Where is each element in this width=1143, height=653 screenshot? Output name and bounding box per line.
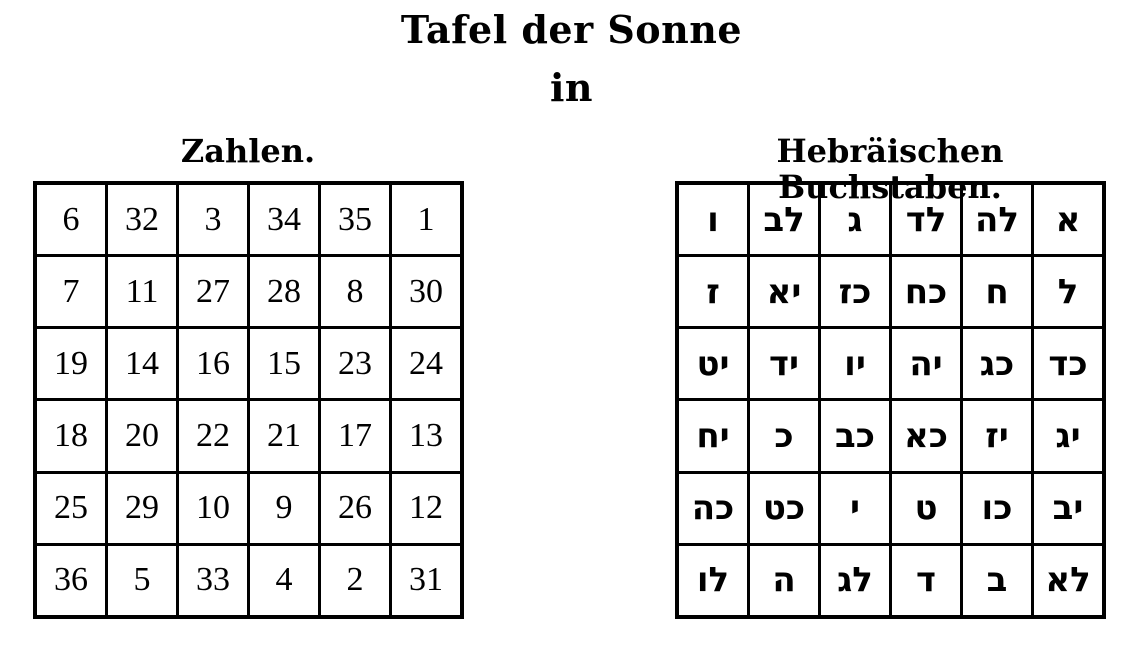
table-cell: 18	[35, 400, 107, 472]
table-cell: 3	[178, 183, 249, 256]
table-cell: 5	[107, 544, 178, 617]
table-cell: 23	[320, 328, 391, 400]
table-cell: 15	[249, 328, 320, 400]
table-cell: ב	[962, 544, 1033, 617]
table-cell: כב	[820, 400, 891, 472]
table-row	[35, 472, 462, 544]
table-row	[35, 256, 462, 328]
table-cell: 36	[35, 544, 107, 617]
table-row	[35, 400, 462, 472]
table-cell: לב	[749, 183, 820, 256]
table-cell: ד	[891, 544, 962, 617]
table-cell: 16	[178, 328, 249, 400]
table-cell: 20	[107, 400, 178, 472]
table-cell: 2	[320, 544, 391, 617]
table-cell: 19	[35, 328, 107, 400]
table-cell: יב	[1033, 472, 1105, 544]
table-cell: יא	[749, 256, 820, 328]
table-cell: לא	[1033, 544, 1105, 617]
table-cell: יו	[820, 328, 891, 400]
table-cell: ז	[677, 256, 749, 328]
table-row	[677, 328, 1104, 400]
table-row	[677, 544, 1104, 617]
table-cell: 21	[249, 400, 320, 472]
table-cell: 35	[320, 183, 391, 256]
table-cell: יח	[677, 400, 749, 472]
table-cell: יג	[1033, 400, 1105, 472]
table-row	[35, 183, 462, 256]
table-cell: כט	[749, 472, 820, 544]
table-row	[677, 256, 1104, 328]
table-cell: 27	[178, 256, 249, 328]
table-cell: 10	[178, 472, 249, 544]
table-cell: כו	[962, 472, 1033, 544]
table-cell: 29	[107, 472, 178, 544]
table-cell: 9	[249, 472, 320, 544]
hebrew-heading: Hebräischen Buchstaben.	[776, 132, 1004, 206]
table-cell: ג	[820, 183, 891, 256]
numbers-magic-square	[33, 181, 464, 619]
table-cell: 32	[107, 183, 178, 256]
table-cell: כ	[749, 400, 820, 472]
table-cell: ט	[891, 472, 962, 544]
table-cell: ל	[1033, 256, 1105, 328]
table-cell: ה	[749, 544, 820, 617]
table-cell: יה	[891, 328, 962, 400]
table-cell: י	[820, 472, 891, 544]
table-cell: 26	[320, 472, 391, 544]
table-cell: 17	[320, 400, 391, 472]
table-cell: לד	[891, 183, 962, 256]
table-row	[677, 183, 1104, 256]
table-cell: כג	[962, 328, 1033, 400]
table-cell: 14	[107, 328, 178, 400]
table-cell: ח	[962, 256, 1033, 328]
table-cell: 31	[391, 544, 463, 617]
table-cell: יז	[962, 400, 1033, 472]
hebrew-magic-square	[675, 181, 1106, 619]
table-cell: כא	[891, 400, 962, 472]
table-cell: 6	[35, 183, 107, 256]
table-cell: א	[1033, 183, 1105, 256]
table-cell: לג	[820, 544, 891, 617]
table-row	[677, 400, 1104, 472]
table-cell: יט	[677, 328, 749, 400]
table-cell: כח	[891, 256, 962, 328]
table-cell: 4	[249, 544, 320, 617]
page-title: Tafel der Sonne	[400, 7, 743, 52]
table-cell: ו	[677, 183, 749, 256]
table-cell: יד	[749, 328, 820, 400]
table-cell: 34	[249, 183, 320, 256]
table-cell: לו	[677, 544, 749, 617]
table-cell: כד	[1033, 328, 1105, 400]
table-cell: 33	[178, 544, 249, 617]
page-subtitle: in	[549, 65, 594, 110]
table-cell: כה	[677, 472, 749, 544]
table-cell: 30	[391, 256, 463, 328]
table-cell: 28	[249, 256, 320, 328]
table-cell: 12	[391, 472, 463, 544]
table-cell: 1	[391, 183, 463, 256]
table-cell: 8	[320, 256, 391, 328]
table-cell: 13	[391, 400, 463, 472]
table-cell: כז	[820, 256, 891, 328]
table-cell: 22	[178, 400, 249, 472]
table-cell: 25	[35, 472, 107, 544]
table-row	[35, 544, 462, 617]
table-cell: 24	[391, 328, 463, 400]
table-row	[677, 472, 1104, 544]
table-cell: 7	[35, 256, 107, 328]
table-cell: 11	[107, 256, 178, 328]
numbers-heading: Zahlen.	[180, 132, 316, 170]
table-row	[35, 328, 462, 400]
table-cell: לה	[962, 183, 1033, 256]
